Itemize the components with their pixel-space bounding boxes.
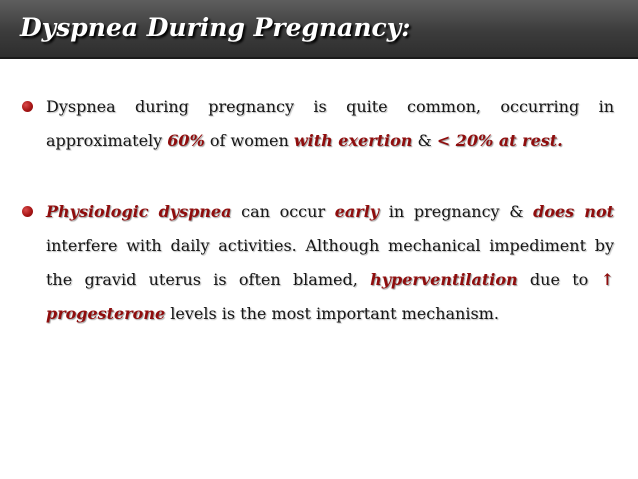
- emphasis-segment: early: [334, 202, 380, 221]
- slide-title: Dyspnea During Pregnancy:: [20, 13, 411, 42]
- bullet-text: [46, 90, 614, 158]
- text-segment: of women: [204, 131, 294, 150]
- text-segment: due to: [517, 270, 601, 289]
- emphasis-segment: Physiologic dyspnea: [46, 202, 232, 221]
- title-divider: [0, 57, 638, 59]
- emphasis-segment: ↑ progesterone: [46, 270, 614, 323]
- bullet-dot-icon: [22, 101, 33, 112]
- emphasis-segment: does not: [533, 202, 615, 221]
- title-bar: [0, 0, 638, 57]
- emphasis-segment: with exertion: [293, 131, 413, 150]
- emphasis-segment: hyperventilation: [370, 270, 518, 289]
- text-segment: levels is the most important mechanism.: [165, 304, 499, 323]
- bullet-item: [22, 90, 614, 158]
- text-segment: interfere with daily activities. Although mechanical impediment by the gravid uterus is often blamed,: [46, 236, 614, 289]
- emphasis-segment: 60%: [167, 131, 205, 150]
- text-segment: Dyspnea during pregnancy is quite common, occurring in approximately: [46, 97, 614, 150]
- bullet-list: [22, 90, 614, 331]
- text-segment: in pregnancy &: [379, 202, 534, 221]
- emphasis-segment: < 20% at rest.: [436, 131, 563, 150]
- text-segment: can occur: [231, 202, 335, 221]
- text-segment: &: [412, 131, 437, 150]
- bullet-item: [22, 195, 614, 331]
- bullet-dot-icon: [22, 206, 33, 217]
- bullet-text: [46, 195, 614, 331]
